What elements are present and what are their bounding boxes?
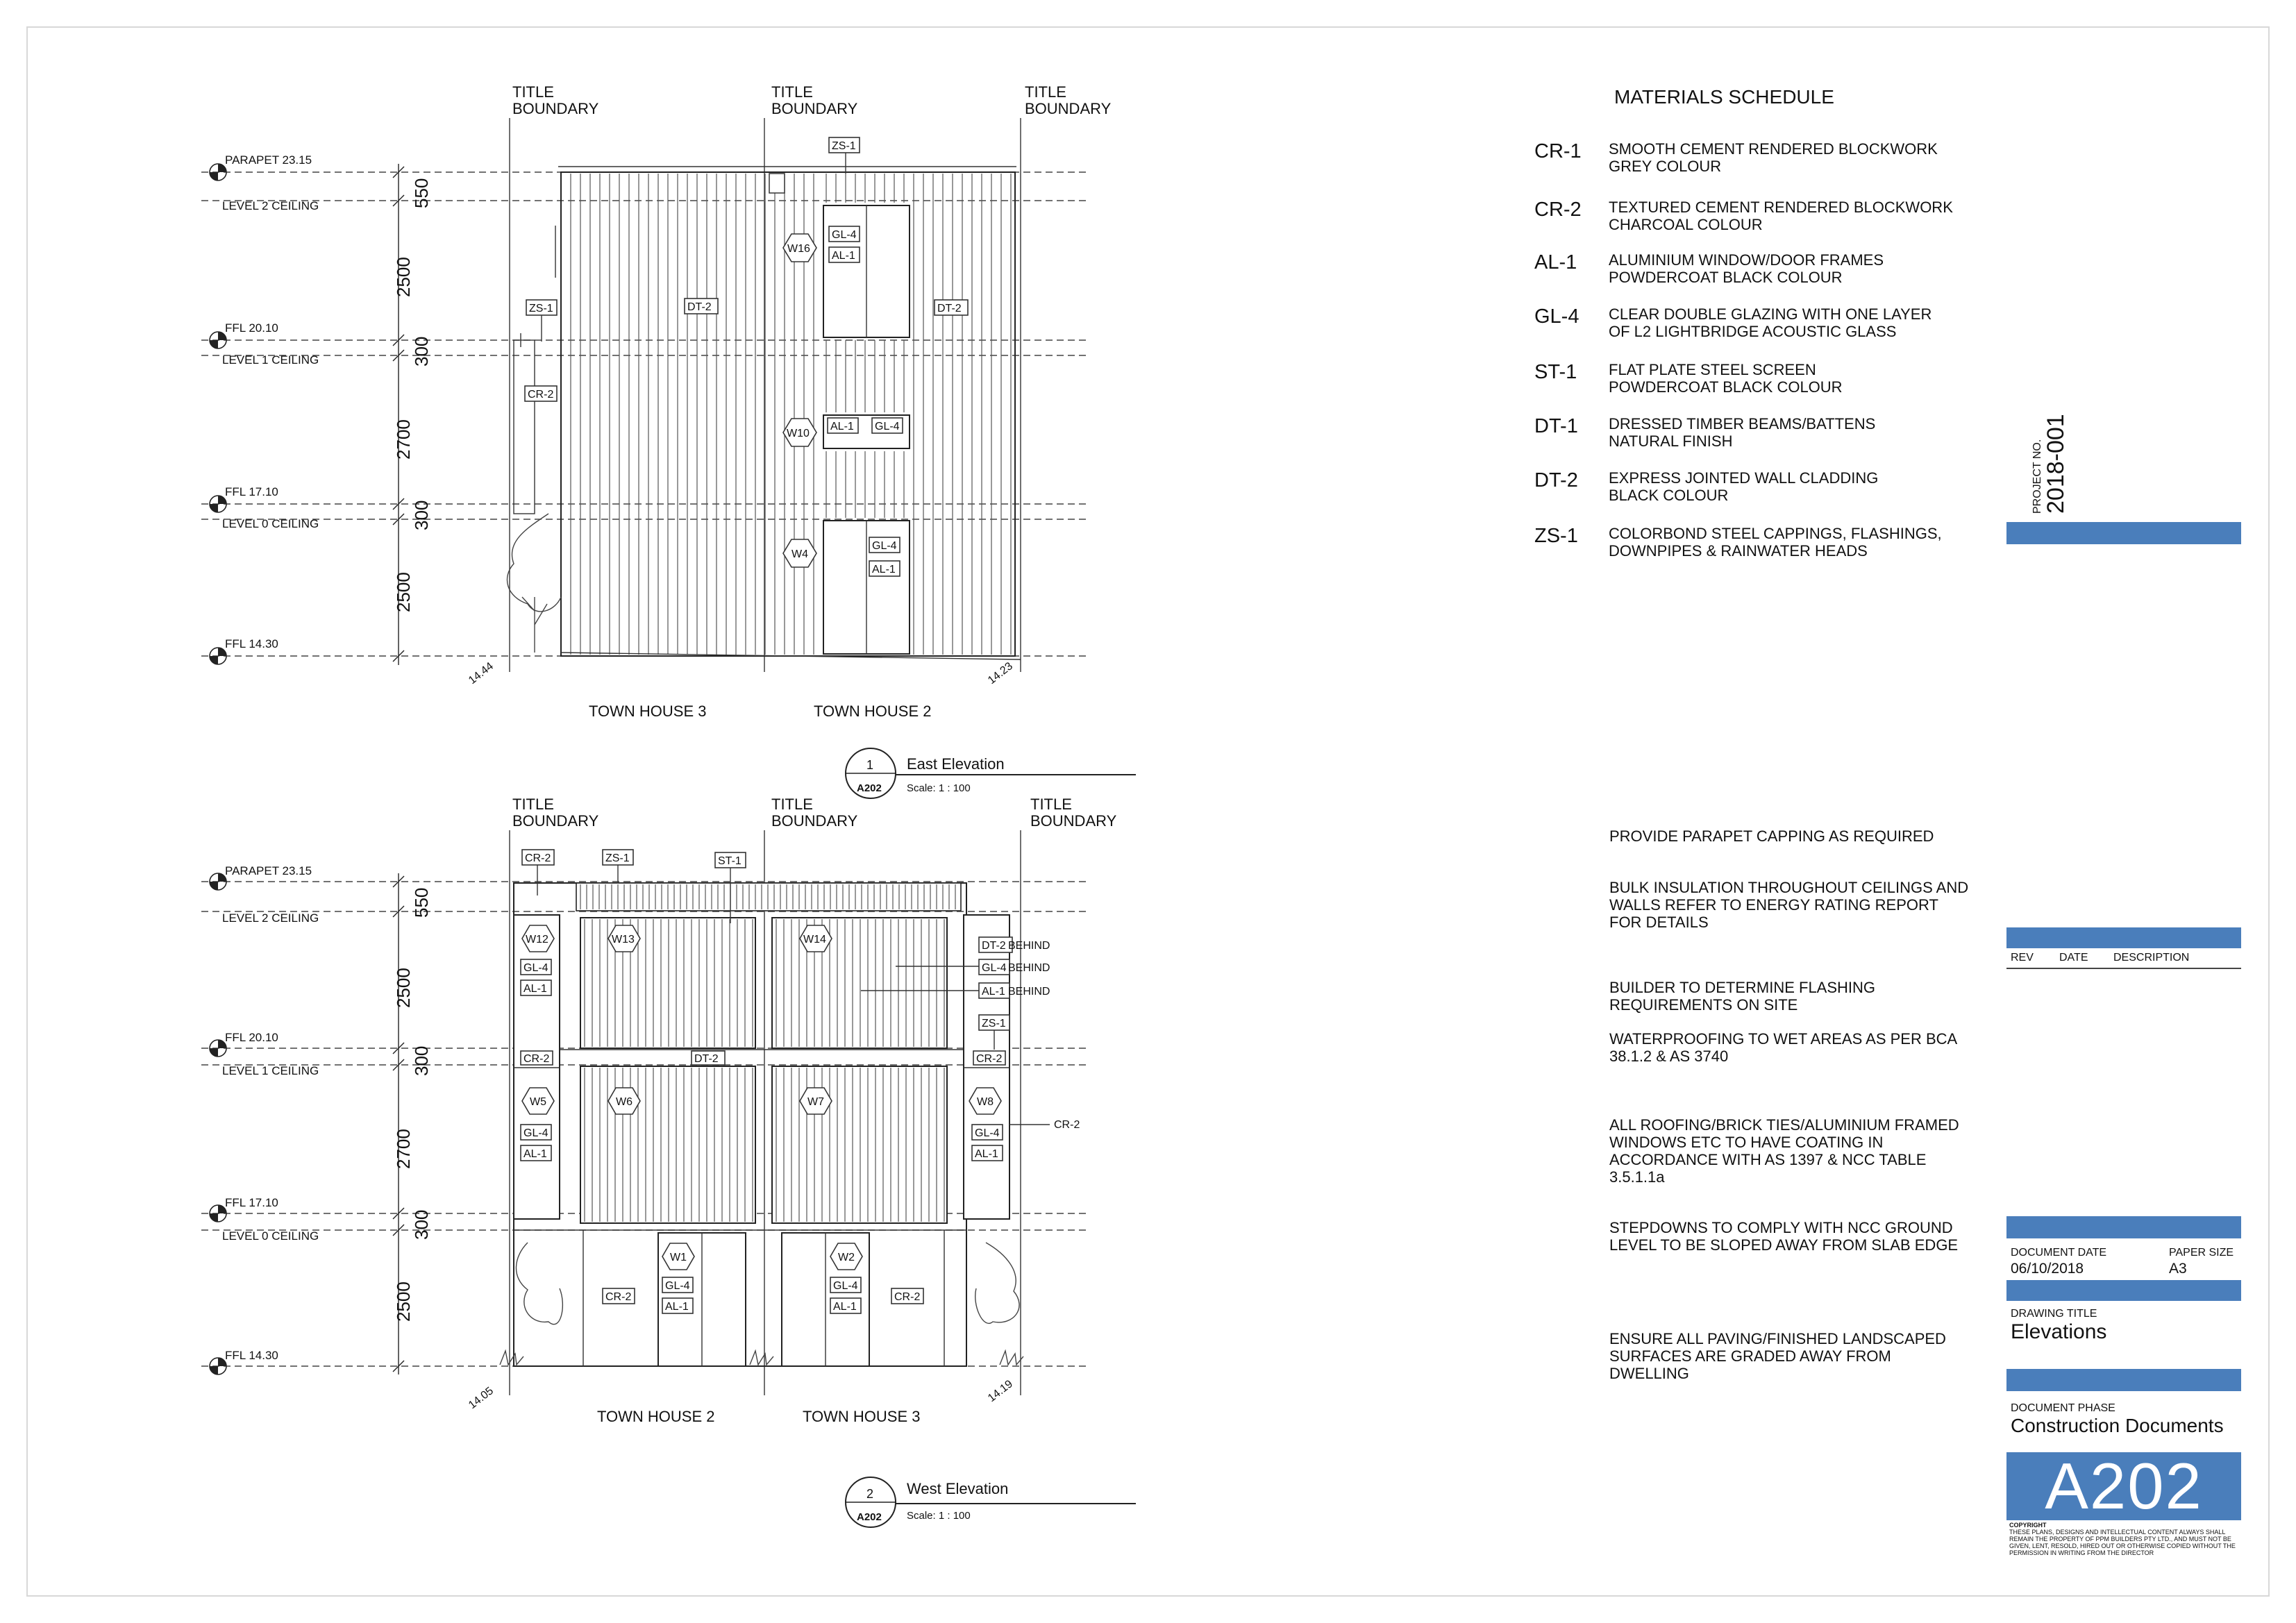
svg-text:300: 300 [411,1045,432,1076]
svg-text:W16: W16 [787,243,810,255]
behind-label: BEHIND [1008,940,1050,952]
svg-text:Scale: 1 : 100: Scale: 1 : 100 [907,782,971,794]
material-description-line: BLACK COLOUR [1609,487,1729,504]
material-description [1609,305,1997,340]
material-tag [662,1277,693,1293]
behind-label: BEHIND [1008,962,1050,974]
material-tag [829,247,860,262]
level-label: LEVEL 1 CEILING [222,353,319,367]
svg-text:W7: W7 [807,1096,824,1108]
title-block-bar [2006,1369,2241,1391]
dimension-label: 2700 [393,419,414,460]
svg-text:TITLE: TITLE [771,796,813,813]
level-label: PARAPET 23.15 [225,153,312,167]
boundary-label-3b: BOUNDARY [1025,100,1112,117]
material-tag [829,226,860,242]
note-item: BUILDER TO DETERMINE FLASHING REQUIREMENTS ON SITE [1609,979,1876,1014]
svg-text:TITLE: TITLE [512,796,554,813]
window-tag [800,925,832,952]
paper-size: A3 [2169,1261,2187,1277]
material-code: CR-2 [1534,199,1582,221]
level-label: LEVEL 0 CEILING [222,517,319,530]
svg-text:DT-2: DT-2 [982,940,1006,952]
material-tag [715,852,746,868]
material-tag [522,850,554,865]
material-description-line: ALUMINIUM WINDOW/DOOR FRAMES [1609,251,1884,269]
svg-text:GL-4: GL-4 [665,1280,690,1292]
parapet-battens [580,884,955,909]
spot-level: 14.23 [985,660,1016,687]
copyright-note: COPYRIGHT THESE PLANS, DESIGNS AND INTELLECTUAL CONTENT ALWAYS SHALL REMAIN THE PROPERTY OF PPM BUILDERS PTY LTD., AND MUST NOT BE GIVEN, LENT, RESOLD, HIRED OUT OR OTHERWISE COPIED WITHOUT THE PERMISSION IN WRITING FROM THE DIRECTOR [2009,1522,2236,1556]
material-tag [979,937,1012,952]
material-tag [891,1288,923,1304]
window-tag [522,1088,554,1114]
house-label: TOWN HOUSE 3 [803,1408,921,1425]
level-label: FFL 17.10 [225,1196,278,1209]
dimension-label: 300 [411,336,432,367]
svg-text:2: 2 [866,1487,874,1501]
note-item: ENSURE ALL PAVING/FINISHED LANDSCAPED SURFACES ARE GRADED AWAY FROM DWELLING [1609,1330,1946,1382]
material-tag [521,1145,551,1161]
svg-text:DT-2: DT-2 [937,303,962,314]
svg-text:300: 300 [411,1209,432,1240]
svg-text:AL-1: AL-1 [665,1301,689,1313]
level-label: PARAPET 23.15 [225,864,312,877]
east-elevation [201,83,1136,798]
svg-text:2500: 2500 [393,1281,414,1322]
svg-text:AL-1: AL-1 [523,983,547,995]
material-tag [972,1125,1003,1140]
document-phase-label: DOCUMENT PHASE [2011,1402,2115,1414]
svg-text:GL-4: GL-4 [523,1127,548,1139]
svg-text:AL-1: AL-1 [833,1301,857,1313]
window-tag [800,1088,832,1114]
svg-text:TITLE: TITLE [1030,796,1072,813]
svg-text:ZS-1: ZS-1 [832,140,856,152]
material-tag [829,137,860,153]
note-item: ALL ROOFING/BRICK TIES/ALUMINIUM FRAMED WINDOWS ETC TO HAVE COATING IN ACCORDANCE WITH AS 1397 & NCC TABLE 3.5.1.1a [1609,1116,1959,1186]
boundary-label-2: TITLE [771,83,813,101]
material-description-line: DRESSED TIMBER BEAMS/BATTENS [1609,415,1876,432]
note-item: PROVIDE PARAPET CAPPING AS REQUIRED [1609,827,1934,845]
material-tag [828,418,858,433]
material-description-line: FLAT PLATE STEEL SCREEN [1609,361,1816,378]
material-description-line: GREY COLOUR [1609,158,1722,175]
svg-text:2700: 2700 [393,1129,414,1169]
dimension-label: 300 [411,500,432,530]
svg-text:W4: W4 [791,548,808,560]
level-label: LEVEL 0 CEILING [222,1229,319,1243]
svg-text:GL-4: GL-4 [832,229,857,241]
svg-text:W6: W6 [616,1096,632,1108]
material-tag [979,1015,1009,1030]
tree-icon [500,1243,1023,1365]
svg-text:W2: W2 [838,1252,855,1263]
behind-label: BEHIND [1008,986,1050,998]
material-description-line: CHARCOAL COLOUR [1609,216,1763,233]
window-tag [969,1088,1001,1114]
material-description [1609,251,1997,286]
svg-text:W5: W5 [530,1096,546,1108]
dimension-label: 550 [411,178,432,208]
material-tag [869,537,900,553]
material-description-line: EXPRESS JOINTED WALL CLADDING [1609,469,1879,487]
material-description-line: SMOOTH CEMENT RENDERED BLOCKWORK [1609,140,1938,158]
material-description-line: CLEAR DOUBLE GLAZING WITH ONE LAYER [1609,305,1932,323]
material-tag [685,298,718,314]
material-tag [869,561,900,576]
svg-text:CR-2: CR-2 [523,1053,550,1065]
material-tag [692,1051,725,1065]
window-tag [608,1088,640,1114]
svg-text:BOUNDARY: BOUNDARY [1030,812,1117,830]
svg-text:AL-1: AL-1 [872,564,896,575]
window-tag [830,1243,862,1270]
svg-text:W13: W13 [612,934,635,945]
level-label: LEVEL 2 CEILING [222,911,319,925]
svg-text:ZS-1: ZS-1 [605,852,630,864]
material-tag [972,1145,1003,1161]
svg-text:550: 550 [411,887,432,918]
level-label: LEVEL 2 CEILING [222,199,319,212]
material-description-line: POWDERCOAT BLACK COLOUR [1609,378,1843,396]
material-code: DT-2 [1534,469,1578,491]
material-description [1609,469,1997,504]
svg-text:1: 1 [866,758,874,772]
material-description-line: TEXTURED CEMENT RENDERED BLOCKWORK [1609,199,1953,216]
view-title-east [846,748,1136,798]
boundary-label-1b: BOUNDARY [512,100,599,117]
level-label: FFL 17.10 [225,485,278,498]
svg-text:GL-4: GL-4 [833,1280,858,1292]
material-tag [872,418,903,433]
title-block-bar [2006,1280,2241,1301]
revision-table-line [2006,968,2241,969]
material-code: DT-1 [1534,415,1578,437]
material-tag [830,1298,861,1313]
svg-text:ST-1: ST-1 [718,855,741,867]
svg-text:W14: W14 [803,934,826,945]
svg-text:DT-2: DT-2 [687,301,712,313]
material-code: CR-1 [1534,140,1582,162]
svg-text:AL-1: AL-1 [830,421,854,432]
svg-text:Scale: 1 : 100: Scale: 1 : 100 [907,1510,971,1522]
svg-text:BOUNDARY: BOUNDARY [771,812,858,830]
svg-text:14.05: 14.05 [466,1385,496,1412]
svg-text:DT-2: DT-2 [694,1053,719,1065]
material-tag [521,1051,553,1065]
material-tag [973,1051,1005,1065]
level-label: FFL 14.30 [225,637,278,650]
material-tag [526,300,557,315]
svg-text:ZS-1: ZS-1 [529,303,553,314]
spot-level: 14.44 [466,660,496,687]
svg-text:AL-1: AL-1 [832,250,855,262]
svg-text:CR-2: CR-2 [528,389,554,401]
svg-text:GL-4: GL-4 [982,962,1007,974]
material-tag [603,1288,635,1304]
material-description [1609,415,1997,450]
title-block-bar [2006,927,2241,948]
svg-text:W8: W8 [977,1096,994,1108]
svg-text:AL-1: AL-1 [523,1148,547,1160]
svg-text:14.19: 14.19 [985,1378,1016,1405]
material-tag [603,850,633,865]
level-marker [210,873,226,1374]
material-description [1609,199,1997,233]
drawing-title-label: DRAWING TITLE [2011,1308,2097,1320]
svg-text:GL-4: GL-4 [875,421,900,432]
svg-text:GL-4: GL-4 [872,540,897,552]
svg-text:GL-4: GL-4 [523,962,548,974]
svg-text:A202: A202 [857,1511,882,1523]
window-tag [783,234,816,262]
materials-schedule-title: MATERIALS SCHEDULE [1614,86,1834,108]
level-label: FFL 20.10 [225,321,278,335]
view-title-west [846,1477,1136,1527]
svg-text:AL-1: AL-1 [975,1148,998,1160]
date-label: DATE [2059,952,2088,964]
boundary-label-1: TITLE [512,83,554,101]
document-date-label: DOCUMENT DATE [2011,1247,2107,1259]
svg-text:BOUNDARY: BOUNDARY [512,812,599,830]
level-label: FFL 20.10 [225,1031,278,1044]
rev-label: REV [2011,952,2034,964]
dimension-label: 2500 [393,572,414,612]
west-elevation [201,796,1136,1527]
document-phase: Construction Documents [2011,1415,2224,1436]
house-label: TOWN HOUSE 2 [597,1408,715,1425]
material-description-line: NATURAL FINISH [1609,432,1733,450]
document-date: 06/10/2018 [2011,1261,2084,1277]
boundary-label-3: TITLE [1025,83,1066,101]
window-tag [783,419,816,446]
note-item: STEPDOWNS TO COMPLY WITH NCC GROUND LEVEL TO BE SLOPED AWAY FROM SLAB EDGE [1609,1219,1959,1254]
svg-text:CR-2: CR-2 [894,1291,921,1303]
svg-text:W12: W12 [526,934,548,945]
svg-text:A202: A202 [857,782,882,794]
dimension-label: 2500 [393,257,414,297]
svg-text:W1: W1 [670,1252,687,1263]
svg-text:AL-1: AL-1 [982,986,1005,998]
level-marker [210,164,226,664]
material-tag [525,386,557,401]
material-description-line: OF L2 LIGHTBRIDGE ACOUSTIC GLASS [1609,323,1897,340]
material-tag [979,983,1009,998]
svg-text:GL-4: GL-4 [975,1127,1000,1139]
window-tag [783,539,816,567]
material-code: GL-4 [1534,305,1579,328]
drawing-title: Elevations [2011,1320,2107,1343]
material-code: ST-1 [1534,361,1577,383]
boundary-label-2b: BOUNDARY [771,100,858,117]
svg-text:ZS-1: ZS-1 [982,1018,1006,1029]
project-number: PROJECT NO. 2018-001 [2031,414,2069,514]
material-tag [521,980,551,995]
material-tag-text: CR-2 [1054,1119,1080,1131]
title-block-bar [2006,522,2241,544]
level-label: FFL 14.30 [225,1349,278,1362]
tree-icon [507,514,561,653]
paper-size-label: PAPER SIZE [2169,1247,2234,1259]
svg-text:2500: 2500 [393,968,414,1008]
note-item: BULK INSULATION THROUGHOUT CEILINGS AND WALLS REFER TO ENERGY RATING REPORT FOR DETAILS [1609,879,1969,931]
material-description-line: POWDERCOAT BLACK COLOUR [1609,269,1843,286]
material-code: ZS-1 [1534,525,1578,547]
note-item: WATERPROOFING TO WET AREAS AS PER BCA 38.1.2 & AS 3740 [1609,1030,1956,1065]
material-description [1609,140,1997,175]
material-tag [521,1125,551,1140]
material-description [1609,361,1997,396]
window-tag [608,925,640,952]
svg-text:West Elevation: West Elevation [907,1480,1009,1497]
title-block-bar [2006,1216,2241,1238]
house-label: TOWN HOUSE 2 [814,703,932,720]
svg-text:CR-2: CR-2 [976,1053,1003,1065]
material-code: AL-1 [1534,251,1577,274]
svg-text:East Elevation: East Elevation [907,755,1005,773]
material-tag [662,1298,693,1313]
material-description-line: DOWNPIPES & RAINWATER HEADS [1609,542,1868,560]
material-tag [830,1277,861,1293]
description-label: DESCRIPTION [2113,952,2190,964]
svg-text:W10: W10 [787,428,810,439]
material-description [1609,525,1997,560]
material-tag [979,959,1009,975]
level-label: LEVEL 1 CEILING [222,1064,319,1077]
sheet-number: A202 [2006,1452,2241,1520]
house-label: TOWN HOUSE 3 [589,703,707,720]
svg-text:CR-2: CR-2 [605,1291,632,1303]
material-tag [521,959,551,975]
svg-text:CR-2: CR-2 [525,852,551,864]
material-description-line: COLORBOND STEEL CAPPINGS, FLASHINGS, [1609,525,1942,542]
window-tag [522,925,554,952]
material-tag [935,300,968,315]
window-tag [662,1243,694,1270]
